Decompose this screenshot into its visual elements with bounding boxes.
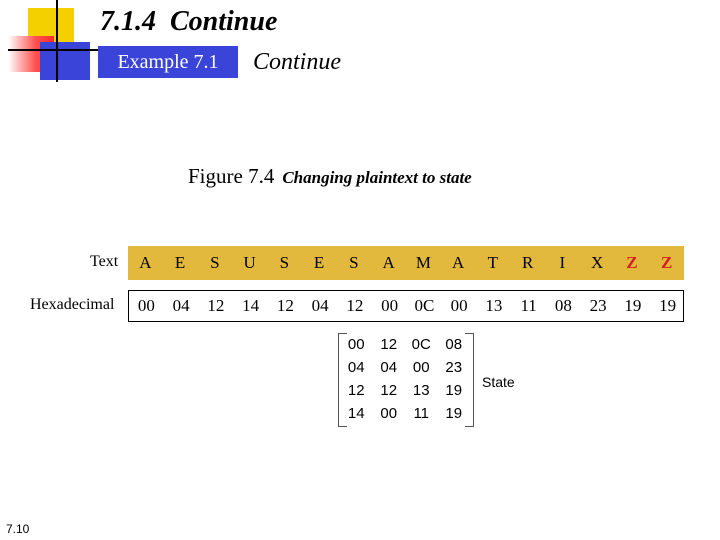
decor-horizontal-line (8, 49, 98, 51)
text-cell: T (487, 253, 499, 272)
hex-cell: 14 (242, 296, 260, 315)
hex-cell: 00 (450, 296, 468, 315)
figure-caption-text: Changing plaintext to state (282, 168, 472, 187)
hex-cell: 12 (207, 296, 225, 315)
text-cell: M (415, 253, 431, 272)
text-cell: R (521, 253, 534, 272)
state-cell: 04 (347, 359, 365, 376)
hex-cell: 0C (414, 296, 435, 315)
state-cell: 00 (380, 405, 398, 422)
state-cell: 00 (412, 359, 430, 376)
hexadecimal-row (128, 290, 684, 322)
text-cell: I (559, 253, 566, 272)
hex-cell: 19 (624, 296, 642, 315)
figure-number: Figure 7.4 (188, 164, 275, 188)
hex-cell: 00 (381, 296, 399, 315)
hex-cell: 12 (276, 296, 294, 315)
text-cell: S (279, 253, 290, 272)
state-cell: 19 (445, 382, 463, 399)
text-cell: E (313, 253, 325, 272)
hex-cell: 12 (346, 296, 364, 315)
hex-cell: 08 (554, 296, 572, 315)
state-cell: 0C (411, 336, 431, 353)
text-cell: Z (626, 253, 638, 272)
state-cell: 00 (347, 336, 365, 353)
state-matrix (340, 335, 470, 424)
text-cell: A (451, 253, 465, 272)
text-row-label: Text (90, 253, 119, 270)
figure-caption (188, 164, 472, 189)
text-cell: U (243, 253, 256, 272)
text-cell: S (210, 253, 220, 272)
state-cell: 19 (445, 405, 463, 422)
hex-cell: 04 (172, 296, 190, 315)
state-cell: 08 (445, 336, 463, 353)
text-cell: A (139, 253, 152, 272)
decor-vertical-line (56, 0, 58, 82)
decor-blue-square (40, 42, 90, 80)
state-cell: 14 (347, 405, 365, 422)
state-cell: 23 (445, 359, 463, 376)
state-cell: 04 (380, 359, 398, 376)
state-cell: 12 (380, 336, 398, 353)
text-cell: X (590, 253, 604, 272)
state-cell: 13 (412, 382, 430, 399)
hex-row-label: Hexadecimal (30, 296, 115, 313)
hex-cell: 11 (520, 296, 537, 315)
text-cell: S (349, 253, 359, 272)
text-cell: A (382, 253, 395, 272)
slide-title: 7.1.4 Continue (100, 6, 278, 37)
example-label: Example 7.1 (98, 46, 238, 78)
plaintext-row (128, 246, 684, 280)
hex-cell: 19 (659, 296, 677, 315)
state-cell: 11 (413, 405, 430, 422)
slide-subtitle: Continue (253, 49, 341, 75)
hex-cell: 23 (589, 296, 607, 315)
state-cell: 12 (347, 382, 365, 399)
hex-cell: 04 (311, 296, 329, 315)
hex-cell: 13 (485, 296, 503, 315)
text-cell: Z (660, 253, 673, 272)
text-cell: E (174, 253, 186, 272)
page-number: 7.10 (6, 522, 30, 536)
state-cell: 12 (380, 382, 398, 399)
state-label: State (482, 374, 515, 390)
hex-cell: 00 (137, 296, 155, 315)
